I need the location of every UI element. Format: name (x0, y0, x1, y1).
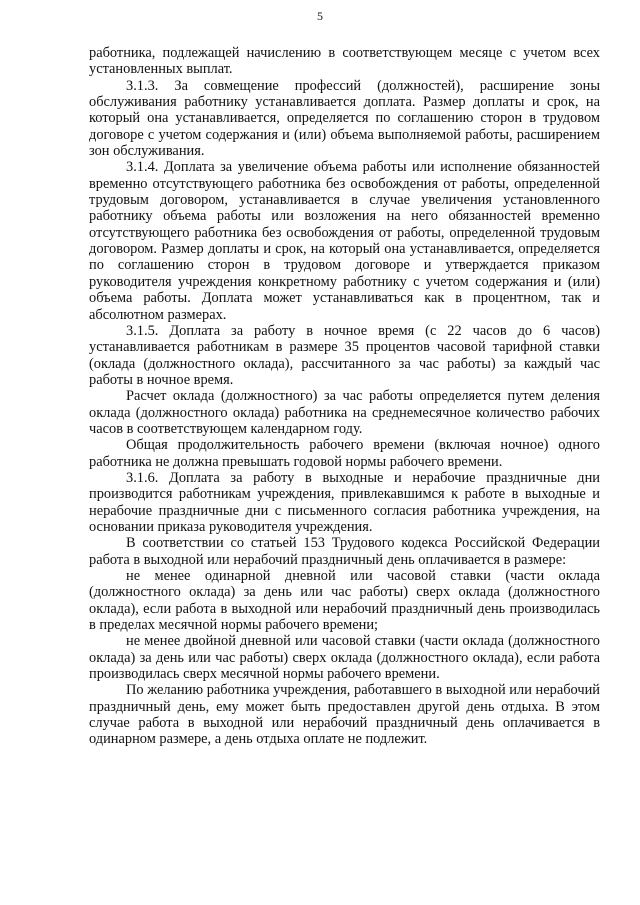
paragraph-3-1-6: 3.1.6. Доплата за работу в выходные и нерабочие праздничные дни производится работникам учреждения, привлекавшимся к работе в выходные и нерабочие праздничные дни с письменного согласия работника учреждения, на основании приказа руководителя учреждения. (89, 469, 600, 535)
paragraph-hourly-rate-calculation: Расчет оклада (должностного) за час работы определяется путем деления оклада (должностного оклада) работника на среднемесячное количество рабочих часов в соответствующем календарном году. (89, 388, 600, 437)
page-number: 5 (317, 9, 323, 23)
paragraph-3-1-4: 3.1.4. Доплата за увеличение объема работы или исполнение обязанностей временно отсутствующего работника без освобождения от работы, определенной трудовым договором, устанавливается в случае увеличения установленного работнику объема работы или возложения на него обязанностей временно отсутствующего работника без освобождения от работы, определенной трудовым договором. Размер доплаты и срок, на который она устанавливается, определяется по соглашению сторон в трудовом договоре и утверждается приказом руководителя учреждения конкретному работнику с учетом содержания и (или) объема работы. Доплата может устанавливаться как в процентном, так и абсолютном размерах. (89, 159, 600, 323)
paragraph-3-1-5: 3.1.5. Доплата за работу в ночное время (с 22 часов до 6 часов) устанавливается работникам в размере 35 процентов часовой тарифной ставки (оклада (должностного оклада), рассчитанного за час работы) за каждый час работы в ночное время. (89, 322, 600, 388)
paragraph-working-time-limit: Общая продолжительность рабочего времени (включая ночное) одного работника не должна превышать годовой нормы рабочего времени. (89, 437, 600, 470)
paragraph-article-153: В соответствии со статьей 153 Трудового кодекса Российской Федерации работа в выходной или нерабочий праздничный день оплачивается в размере: (89, 535, 600, 568)
paragraph-day-off-option: По желанию работника учреждения, работавшего в выходной или нерабочий праздничный день, ему может быть предоставлен другой день отдыха. В этом случае работа в выходной или нерабочий праздничный день оплачивается в одинарном размере, а день отдыха оплате не подлежит. (89, 682, 600, 748)
paragraph-double-rate: не менее двойной дневной или часовой ставки (части оклада (должностного оклада) за день или час работы) сверх оклада (должностного оклада), если работа производилась сверх месячной нормы рабочего времени. (89, 633, 600, 683)
paragraph-single-rate: не менее одинарной дневной или часовой ставки (части оклада (должностного оклада) за день или час работы) сверх оклада (должностного оклада), если работа в выходной или нерабочий праздничный день производилась в пределах месячной нормы рабочего времени; (89, 568, 600, 634)
document-body (89, 45, 600, 748)
paragraph-continuation: работника, подлежащей начислению в соответствующем месяце с учетом всех установленных выплат. (89, 45, 600, 78)
paragraph-3-1-3: 3.1.3. За совмещение профессий (должностей), расширение зоны обслуживания работнику устанавливается доплата. Размер доплаты и срок, на который она устанавливается, определяется по соглашению сторон в трудовом договоре с учетом содержания и (или) объема выполняемой работы, расширением зон обслуживания. (89, 77, 600, 160)
